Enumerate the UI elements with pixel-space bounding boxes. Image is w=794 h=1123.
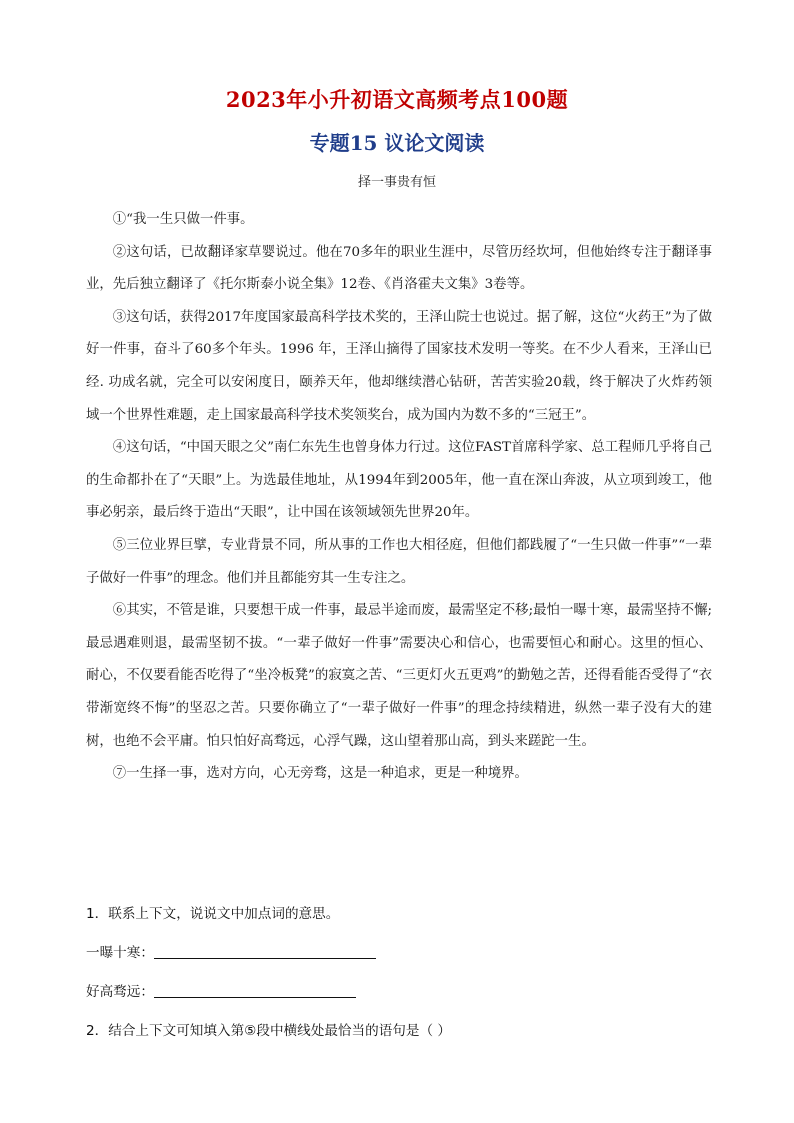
questions-section <box>86 899 712 1055</box>
essay-paragraph-1: ①“我一生只做一件事。 <box>112 212 254 227</box>
essay-title: 择一事贵有恒 <box>357 175 436 190</box>
document-title: 2023年小升初语文高频考点100题 <box>225 87 569 112</box>
topic-subtitle: 专题15 议论文阅读 <box>309 131 485 155</box>
essay-body <box>86 204 712 791</box>
essay-paragraph-2: ②这句话，已故翻译家草婴说过。他在70多年的职业生涯中，尽管历经坎坷，但他始终专注于翻译事业，先后独立翻译了《托尔斯泰小说全集》12卷、《肖洛霍夫文集》3卷等。 <box>86 244 712 293</box>
essay-paragraph-4: ④这句话，“中国天眼之父”南仁东先生也曾身体力行过。这位FAST首席科学家、总工程师几乎将自己的生命都扑在了“天眼”上。为选最佳地址，从1994年到2005年，他一直在深山奔波，从立项到竣工，他事必躬亲，最后终于造出“天眼”，让中国在该领域领先世界20年。 <box>86 440 712 521</box>
question-1-item-2 <box>86 977 712 1016</box>
term-label-1: 一曝十寒： <box>86 945 154 961</box>
question-2: 2．结合上下文可知填入第⑤段中横线处最恰当的语句是（ ） <box>86 1023 451 1039</box>
question-1: 1．联系上下文，说说文中加点词的意思。 <box>86 906 340 922</box>
answer-blank-1[interactable] <box>154 942 376 959</box>
essay-paragraph-7: ⑦一生择一事，选对方向，心无旁骛，这是一种追求，更是一种境界。 <box>112 766 528 782</box>
essay-paragraph-5: ⑤三位业界巨擘，专业背景不同，所从事的工作也大相径庭，但他们都践履了“一生只做一件事”“一辈子做好一件事”的理念。他们并且都能穷其一生专注之。 <box>86 537 712 586</box>
answer-blank-2[interactable] <box>154 981 356 998</box>
essay-paragraph-3: ③这句话，获得2017年度国家最高科学技术奖的，王泽山院士也说过。据了解，这位“火药王”为了做好一件事，奋斗了60多个年头。1996 年，王泽山摘得了国家技术发明一等奖。在不少人看来，王泽山已经. 功成名就，完全可以安闲度日，颐养天年，他却继续潜心钻研，苦苦实验20载，终于解决了火炸药领域一个世界性难题，走上国家最高科学技术奖领奖台，成为国内为数不多的“三冠王”。 <box>86 309 712 423</box>
term-label-2: 好高骛远： <box>86 984 154 1000</box>
essay-paragraph-6: ⑥其实，不管是谁，只要想干成一件事，最忌半途而废，最需坚定不移;最怕一曝十寒，最需坚持不懈;最忌遇难则退，最需坚韧不拔。“一辈子做好一件事”需要决心和信心，也需要恒心和耐心。这里的恒心、耐心，不仅要看能否吃得了“坐冷板凳”的寂寞之苦、“三更灯火五更鸡”的勤勉之苦，还得看能否受得了“衣带渐宽终不悔”的坚忍之苦。只要你确立了“一辈子做好一件事”的理念持续精进，纵然一辈子没有大的建树，也绝不会平庸。怕只怕好高骛远，心浮气躁，这山望着那山高，到头来蹉跎一生。 <box>86 603 712 749</box>
question-1-item-1 <box>86 938 712 977</box>
